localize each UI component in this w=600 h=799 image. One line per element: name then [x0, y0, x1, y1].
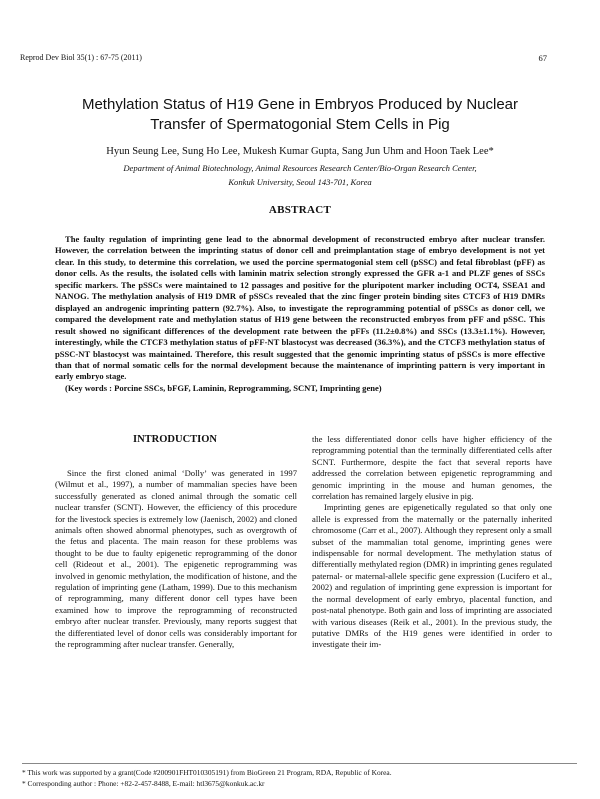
journal-reference: Reprod Dev Biol 35(1) : 67-75 (2011) [20, 53, 142, 62]
author-list: Hyun Seung Lee, Sung Ho Lee, Mukesh Kumar Gupta, Sang Jun Uhm and Hoon Taek Lee* [106, 146, 494, 157]
right-column [312, 434, 552, 651]
affiliation [40, 162, 560, 189]
affiliation-line-2: Konkuk University, Seoul 143-701, Korea [228, 176, 372, 187]
page-number: 67 [538, 53, 547, 63]
funding-footnote: * This work was supported by a grant(Code #200901FHT010305191) from BioGreen 21 Program, RDA, Republic of Korea. [22, 768, 392, 777]
body-paragraph: Imprinting genes are epigenetically regulated so that only one allele is expressed from the maternally or the paternally inherited chromosome (Carr et al., 2007). Although they represent only a small subset of the mammalian total genome, imprinting genes were indispensable for normal development. The methylation status of differentially methylated region (DMR) in imprinting genes regulated paternal- or maternal-allele specific gene expression (Lucifero et al., 2002) and regulation of imprinting gene expression is important for the normal development of early embryo, placental function, and post-natal phenotype. Both gain and loss of imprinting are associated with various diseases (Reik et al., 2001). In the previous study, the putative DMRs of the H19 genes were identified in order to investigate their im- [312, 502, 552, 650]
footnote-divider [22, 763, 577, 764]
body-paragraph: Since the first cloned animal ‘Dolly’ was generated in 1997 (Wilmut et al., 1997), a number of mammalian species have been successfully generated as cloned animal through the somatic cell nuclear transfer (SCNT). However, the efficiency of this procedure for the livestock species is extremely low (Jaenisch, 2002) and cloned animals often showed abnormal phenotypes, such as overgrowth of the fetus and placenta. The main reason for these problems was thought to be due to faulty epigenetic reprogramming of the donor cell (Rideout et al., 2001). The epigenetic reprogramming was involved in genomic methylation, the modification of histone, and the regulation of imprinting gene (Latham, 1999). Due to this mechanism of reprogramming, many different donor cell types have been examined how to improve the reprogramming of reconstructed embryo after nuclear transfer. Previously, many reports suggest that the differentiated level of donor cells was considerably important for the reprogramming after nuclear transfer. Generally, [55, 468, 297, 650]
abstract-body [55, 234, 545, 394]
keywords: (Key words : Porcine SSCs, bFGF, Laminin, Reprogramming, SCNT, Imprinting gene) [65, 382, 382, 393]
paper-title [55, 95, 545, 135]
abstract-heading: ABSTRACT [268, 204, 332, 216]
corresponding-author-footnote: * Corresponding author : Phone: +82-2-457-8488, E-mail: htl3675@konkuk.ac.kr [22, 779, 265, 788]
title-line-1: Methylation Status of H19 Gene in Embryos Produced by Nuclear [81, 96, 519, 113]
abstract-paragraph: The faulty regulation of imprinting gene lead to the abnormal development of reconstructed embryo after nuclear transfer. However, the correlation between the imprinting status of donor cell and preimplantation stage of embryo development is not yet clear. In this study, to determine this correlation, we used the porcine spermatogonial stem cell (pSSC) and fetal fibroblast (pFF) as donor cells. As the results, the isolated cells with laminin matrix selection strongly expressed the GFR a-1 and PLZF genes of SSCs specific markers. The pSSCs were maintained to 12 passages and positive for the pluripotent marker including OCT4, SSEA1 and NANOG. The methylation analysis of H19 DMR of pSSCs revealed that the zinc finger protein binding sites CTCF3 of H19 DMRs displayed an androgenic imprinting pattern (92.7%). Also, to investigate the reprogramming potential of pSSCs as donor cell, we compared the development rate and methylation status of H19 gene between the reconstructed embryos from pFF and pSSC. This result showed no significant differences of the development rate between the pFFs (11.2±0.8%) and SSCs (13.3±1.1%). However, interestingly, while the CTCF3 methylation status of pFF-NT blastocyst was decreased (36.3%), and the CTCF3 methylation status of pSSC-NT blastocyst was maintained. Therefore, this result suggested that the genomic imprinting status of pSSCs is more effective than that of normal somatic cells for the normal development because the maintenance of imprinting pattern is very important in early embryo stage. [55, 234, 545, 382]
footnotes [22, 767, 582, 789]
affiliation-line-1: Department of Animal Biotechnology, Animal Resources Research Center/Bio-Organ Research Center, [123, 163, 477, 173]
title-line-2: Transfer of Spermatogonial Stem Cells in Pig [150, 116, 450, 133]
body-paragraph: the less differentiated donor cells have higher efficiency of the reprogramming potential than the terminally differentiated cells after SCNT. Furthermore, despite the fact that several reports have addressed the correlation between epigenetic reprogramming and genomic imprinting in the mouse and human genomes, the correlation has remained largely elusive in pig. [312, 434, 552, 502]
introduction-heading: INTRODUCTION [132, 434, 217, 445]
left-column [55, 468, 297, 651]
